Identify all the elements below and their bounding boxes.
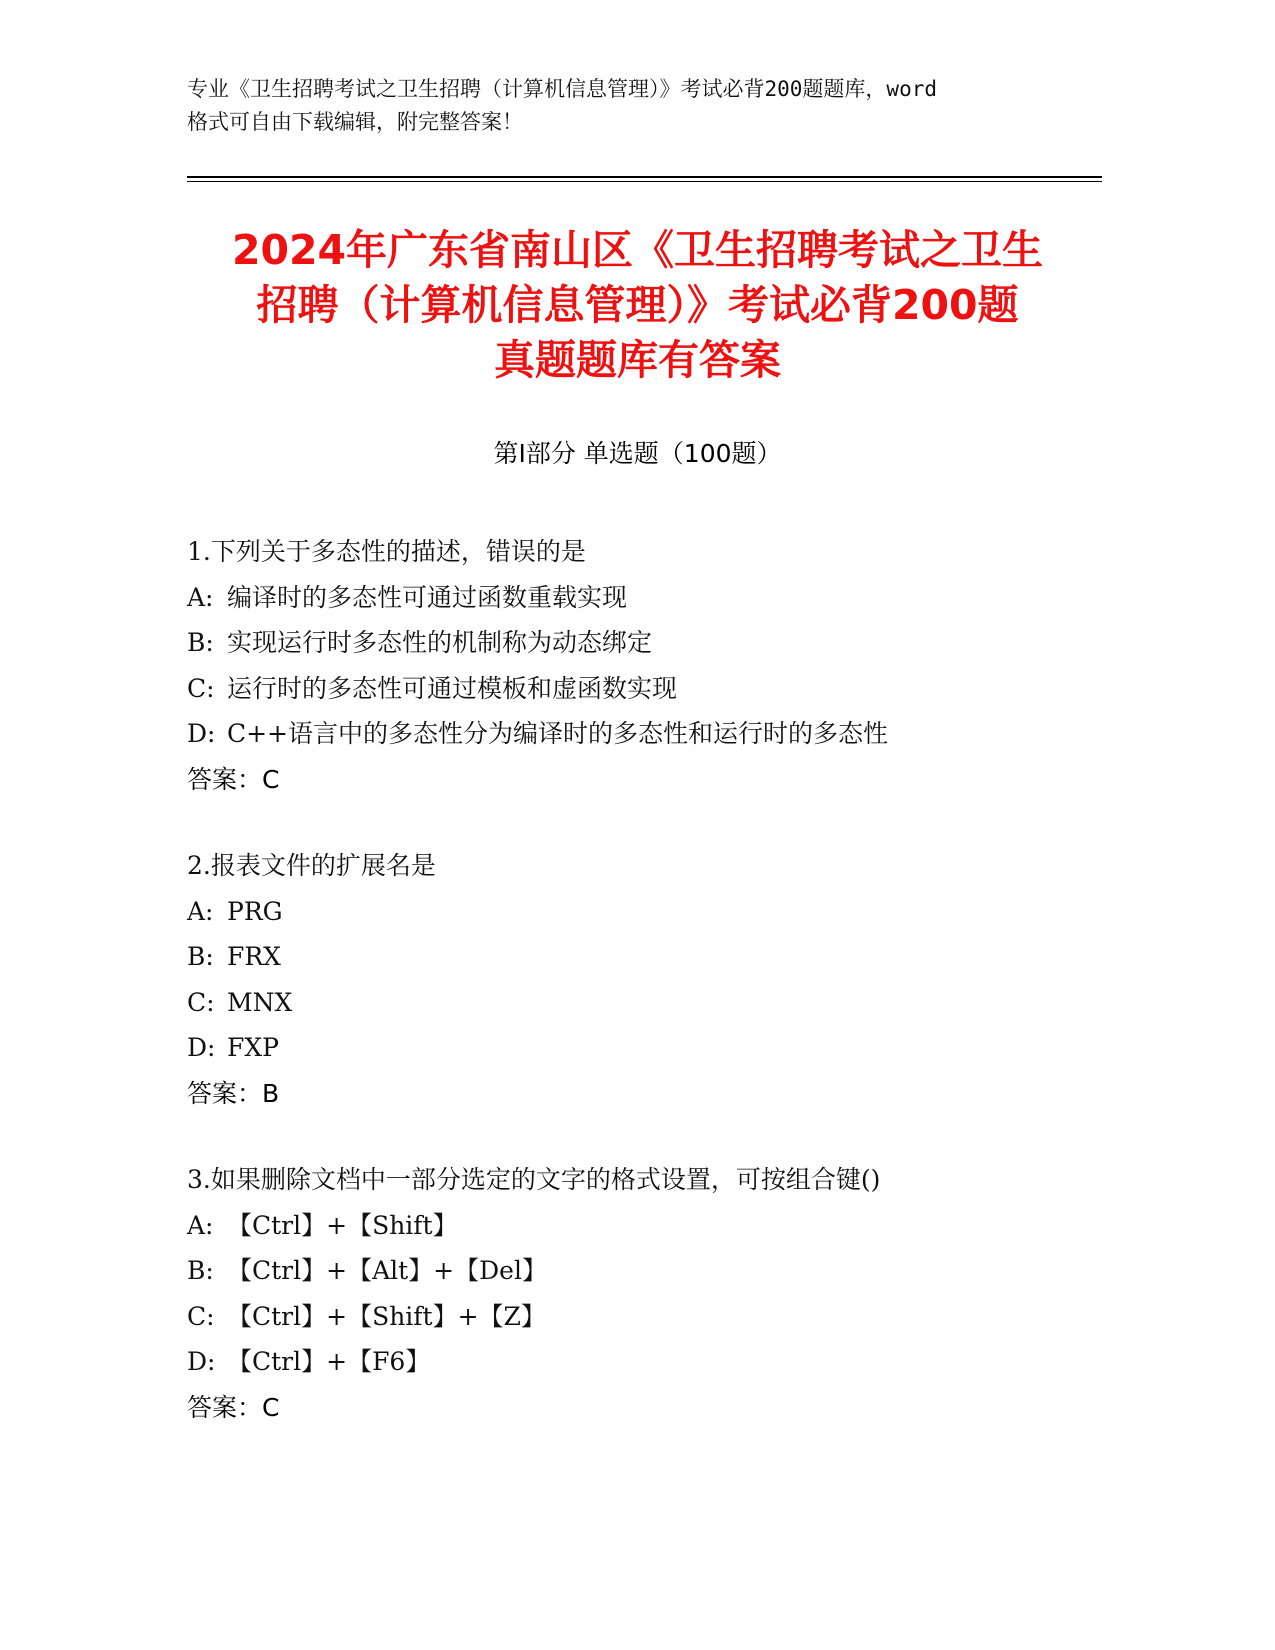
option-letter: A: — [187, 582, 214, 612]
option-text: MNX — [227, 987, 293, 1017]
header-divider-thin — [187, 181, 1102, 182]
option-b — [187, 934, 1147, 980]
question-item — [187, 843, 1147, 1116]
option-letter: D: — [187, 1347, 216, 1376]
question-stem: 3.如果删除文档中一部分选定的文字的格式设置，可按组合键() — [187, 1165, 881, 1194]
answer-line: 答案：C — [187, 764, 280, 794]
option-d — [187, 1339, 1147, 1385]
option-text: FRX — [227, 942, 281, 971]
option-c — [187, 1294, 1147, 1340]
option-a — [187, 889, 1147, 935]
option-letter: B: — [187, 1256, 214, 1285]
option-b — [187, 1248, 1147, 1294]
option-letter: A: — [187, 896, 214, 926]
option-letter: B: — [187, 942, 214, 971]
document-title-line-2: 招聘（计算机信息管理）》考试必背200题 — [256, 281, 1019, 329]
section-heading: 第Ⅰ部分 单选题（100题） — [493, 439, 782, 468]
option-text: FXP — [227, 1033, 279, 1062]
option-text: 编译时的多态性可通过函数重载实现 — [227, 582, 628, 612]
header-note — [187, 73, 1087, 139]
option-text: 实现运行时多态性的机制称为动态绑定 — [227, 628, 653, 657]
document-title — [140, 223, 1135, 388]
option-c — [187, 980, 1147, 1026]
option-text: PRG — [227, 896, 283, 926]
option-text: 【Ctrl】+【Shift】 — [227, 1210, 458, 1240]
question-item — [187, 1157, 1147, 1430]
option-text: 【Ctrl】+【Alt】+【Del】 — [227, 1256, 547, 1285]
question-list — [187, 529, 1147, 1430]
option-c — [187, 666, 1147, 712]
header-note-line-2: 格式可自由下载编辑，附完整答案！ — [187, 110, 523, 134]
option-letter: D: — [187, 1033, 216, 1062]
option-text: C++语言中的多态性分为编译时的多态性和运行时的多态性 — [227, 719, 889, 748]
document-title-line-1: 2024年广东省南山区《卫生招聘考试之卫生 — [231, 226, 1044, 274]
option-letter: C: — [187, 673, 215, 703]
option-text: 【Ctrl】+【Shift】+【Z】 — [227, 1301, 546, 1331]
header-divider-thick — [187, 176, 1102, 178]
option-d — [187, 1025, 1147, 1071]
option-text: 运行时的多态性可通过模板和虚函数实现 — [227, 673, 678, 703]
option-a — [187, 1203, 1147, 1249]
option-d — [187, 711, 1147, 757]
option-b — [187, 620, 1147, 666]
answer-line: 答案：C — [187, 1392, 280, 1422]
option-letter: C: — [187, 1301, 215, 1331]
document-title-line-3: 真题题库有答案 — [494, 336, 781, 384]
question-stem: 2.报表文件的扩展名是 — [187, 851, 436, 880]
question-stem: 1.下列关于多态性的描述，错误的是 — [187, 537, 586, 566]
option-text: 【Ctrl】+【F6】 — [227, 1347, 431, 1376]
option-letter: B: — [187, 628, 214, 657]
option-letter: C: — [187, 987, 215, 1017]
answer-line: 答案：B — [187, 1078, 280, 1108]
option-letter: D: — [187, 719, 216, 748]
header-note-line-1: 专业《卫生招聘考试之卫生招聘（计算机信息管理）》考试必背200题题库，word — [187, 77, 937, 101]
option-letter: A: — [187, 1210, 214, 1240]
option-a — [187, 575, 1147, 621]
question-item — [187, 529, 1147, 802]
